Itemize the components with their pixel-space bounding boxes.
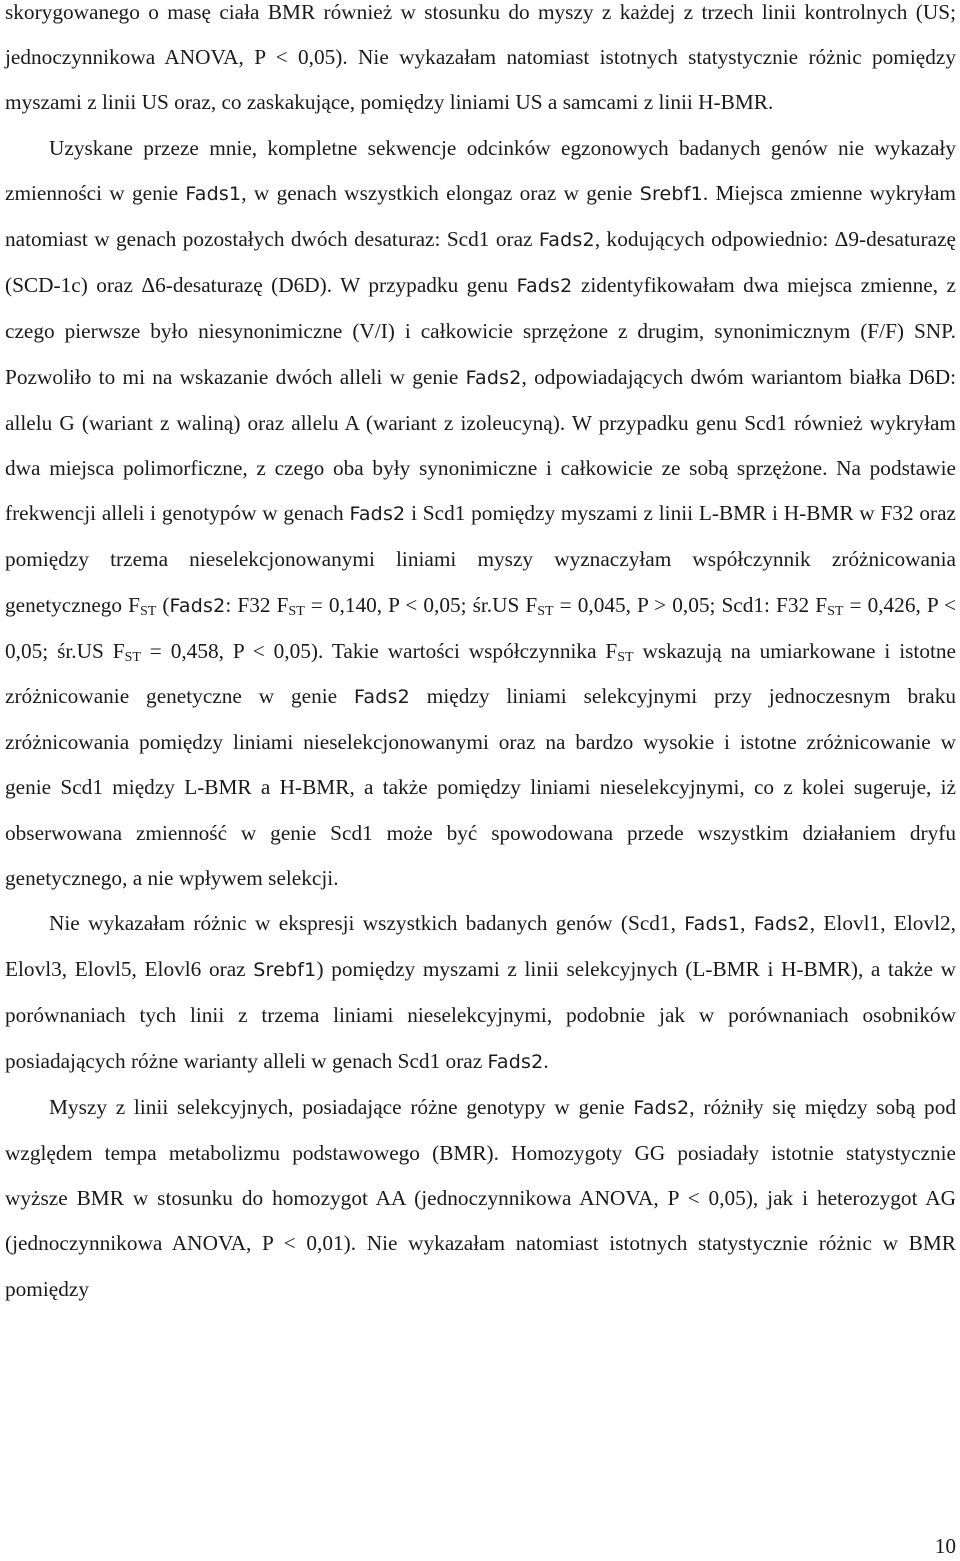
page-number: 10 xyxy=(934,1534,956,1558)
document-page xyxy=(5,0,956,1312)
paragraph: Myszy z linii selekcyjnych, posiadające różne genotypy w genie Fads2, różniły się między sobą pod względem tempa metabolizmu podstawowego (BMR). Homozygoty GG posiadały istotnie statystycznie wyższe BMR w stosunku do homozygot AA (jednoczynnikowa ANOVA, P < 0,05), jak i heterozygot AG (jednoczynnikowa ANOVA, P < 0,01). Nie wykazałam natomiast istotnych statystycznie różnic w BMR pomiędzy xyxy=(5,1094,957,1301)
paragraph: skorygowanego o masę ciała BMR również w stosunku do myszy z każdej z trzech linii kontrolnych (US; jednoczynnikowa ANOVA, P < 0,05). Nie wykazałam natomiast istotnych statystycznie różnic pomiędzy myszami z linii US oraz, co zaskakujące, pomiędzy liniami US a samcami z linii H-BMR. xyxy=(5,0,956,115)
paragraph: Nie wykazałam różnic w ekspresji wszystkich badanych genów (Scd1, Fads1, Fads2, Elovl1, Elovl2, Elovl3, Elovl5, Elovl6 oraz Srebf1) pomiędzy myszami z linii selekcyjnych (L-BMR i H-BMR), a także w porównaniach tych linii z trzema liniami nieselekcyjnymi, podobnie jak w porównaniach osobników posiadających różne warianty alleli w genach Scd1 oraz Fads2. xyxy=(5,911,956,1073)
paragraph: Uzyskane przeze mnie, kompletne sekwencje odcinków egzonowych badanych genów nie wykazały zmienności w genie Fads1, w genach wszystkich elongaz oraz w genie Srebf1. Miejsca zmienne wykryłam natomiast w genach pozostałych dwóch desaturaz: Scd1 oraz Fads2, kodujących odpowiednio: Δ9-desaturazę (SCD-1c) oraz Δ6-desaturazę (D6D). W przypadku genu Fads2 zidentyfikowałam dwa miejsca zmienne, z czego pierwsze było niesynonimiczne (V/I) i całkowicie sprzężone z drugim, synonimicznym (F/F) SNP. Pozwoliło to mi na wskazanie dwóch alleli w genie Fads2, odpowiadających dwóm wariantom białka D6D: allelu G (wariant z waliną) oraz allelu A (wariant z izoleucyną). W przypadku genu Scd1 również wykryłam dwa miejsca polimorficzne, z czego oba były synonimiczne i całkowicie ze sobą sprzężone. Na podstawie frekwencji alleli i genotypów w genach Fads2 i Scd1 pomiędzy myszami z linii L-BMR i H-BMR w F32 oraz pomiędzy trzema nieselekcjonowanymi liniami myszy wyznaczyłam współczynnik zróżnicowania genetycznego $F_{ST}$ (Fads2: F32 $F_{ST} = 0,140$, P < 0,05; śr.US $F_{ST} = 0,045$, P > 0,05; Scd1: F32 $F_{ST} = 0,426$, P < 0,05; śr.US $F_{ST} = 0,458$, P < 0,05). Takie wartości współczynnika $F_{ST}$ wskazują na umiarkowane i istotne zróżnicowanie genetyczne w genie Fads2 między liniami selekcyjnymi przy jednoczesnym braku zróżnicowania pomiędzy liniami nieselekcjonowanymi oraz na bardzo wysokie i istotne zróżnicowanie w genie Scd1 między L-BMR a H-BMR, a także pomiędzy liniami nieselekcyjnymi, co z kolei sugeruje, iż obserwowana zmienność w genie Scd1 może być spowodowana przede wszystkim działaniem dryfu genetycznego, a nie wpływem selekcji. xyxy=(5,135,957,890)
